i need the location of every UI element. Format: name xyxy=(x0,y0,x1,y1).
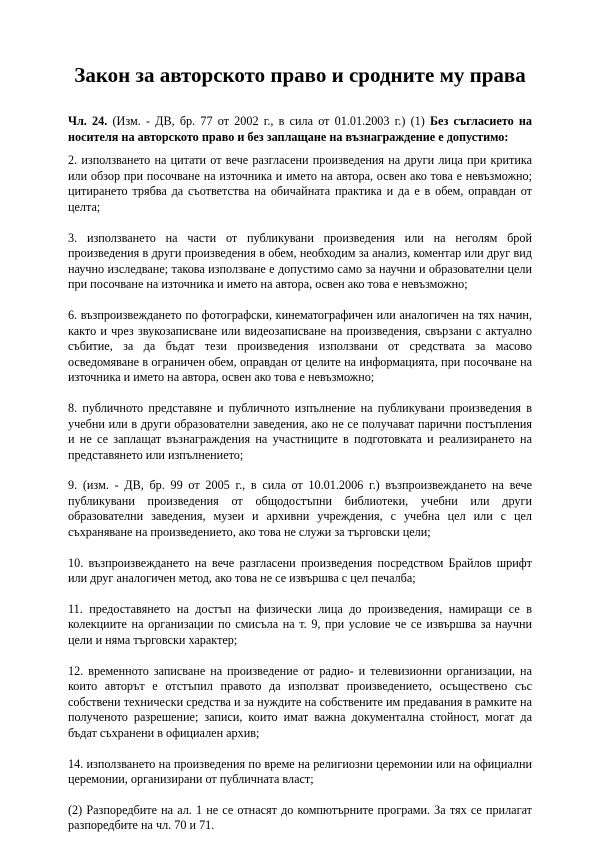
intro-lead: Без съгласието на носителя на авторското право и без заплащане на възнаграждение е допустимо: xyxy=(68,114,532,144)
paragraph-section-2: (2) Разпоредбите на ал. 1 не се отнасят до компютърните програми. За тях се прилагат разпоредбите на чл. 70 и 71. xyxy=(68,802,532,833)
document-page xyxy=(68,62,532,849)
amendment-note: (Изм. - ДВ, бр. 77 от 2002 г., в сила от 01.01.2003 г.) (1) xyxy=(107,114,430,128)
article-intro xyxy=(68,114,532,145)
paragraph-item-12: 12. временното записване на произведение от радио- и телевизионни организации, на които авторът е отстъпил правото да използват произведението, осъществено със собствени технически средства и за нуждите на собствените им предавания в рамките на полученото разрешение; записи, които имат важна документална стойност, могат да бъдат съхранени в официален архив; xyxy=(68,663,532,740)
paragraph-item-14: 14. използването на произведения по време на религиозни церемонии или на официални церемонии, организирани от публичната власт; xyxy=(68,756,532,787)
paragraph-item-3: 3. използването на части от публикувани произведения или на неголям брой произведения в други произведения в обем, необходим за анализ, коментар или друг вид научно изследване; такова използване е допустимо само за научни и образователни цели при посочване на източника и името на автора, освен ако това е невъзможно; xyxy=(68,230,532,292)
paragraph-item-8: 8. публичното представяне и публичното изпълнение на публикувани произведения в учебни или в други образователни заведения, ако не се получават парични постъпления и не се заплащат възнаграждения на участниците в подготовката и реализирането на представянето или изпълнението; xyxy=(68,400,532,462)
paragraph-item-11: 11. предоставянето на достъп на физически лица до произведения, намиращи се в колекциите на организации по смисъла на т. 9, при условие че се извършва за научни цели и няма търговски характер; xyxy=(68,601,532,648)
paragraph-item-6: 6. възпроизвеждането по фотографски, кинематографичен или аналогичен на тях начин, както и чрез звукозаписване или видеозаписване на произведения, свързани с актуално събитие, за да бъдат тези произведения използвани от средствата за масово осведомяване в ограничен обем, оправдан от целите на информацията, при посочване на източника и името на автора, освен ако това е невъзможно; xyxy=(68,307,532,385)
paragraph-item-10: 10. възпроизвеждането на вече разгласени произведения посредством Брайлов шрифт или друг аналогичен метод, ако това не се извършва с цел печалба; xyxy=(68,555,532,586)
article-number: Чл. 24. xyxy=(68,114,108,128)
paragraph-item-9: 9. (изм. - ДВ, бр. 99 от 2005 г., в сила от 10.01.2006 г.) възпроизвеждането на вече публикувани произведения от общодостъпни библиотеки, учебни или други образователни заведения, музеи и архивни учреждения, с учебна цел или с цел съхраняване на произведението, ако това не служи за търговски цели; xyxy=(68,478,532,540)
paragraph-item-2: 2. използването на цитати от вече разгласени произведения на други лица при критика или обзор при посочване на източника и името на автора, освен ако това е невъзможно; цитирането трябва да съответства на обичайната практика и да е в обем, оправдан от целта; xyxy=(68,153,532,214)
document-title: Закон за авторското право и сродните му права xyxy=(74,63,526,87)
